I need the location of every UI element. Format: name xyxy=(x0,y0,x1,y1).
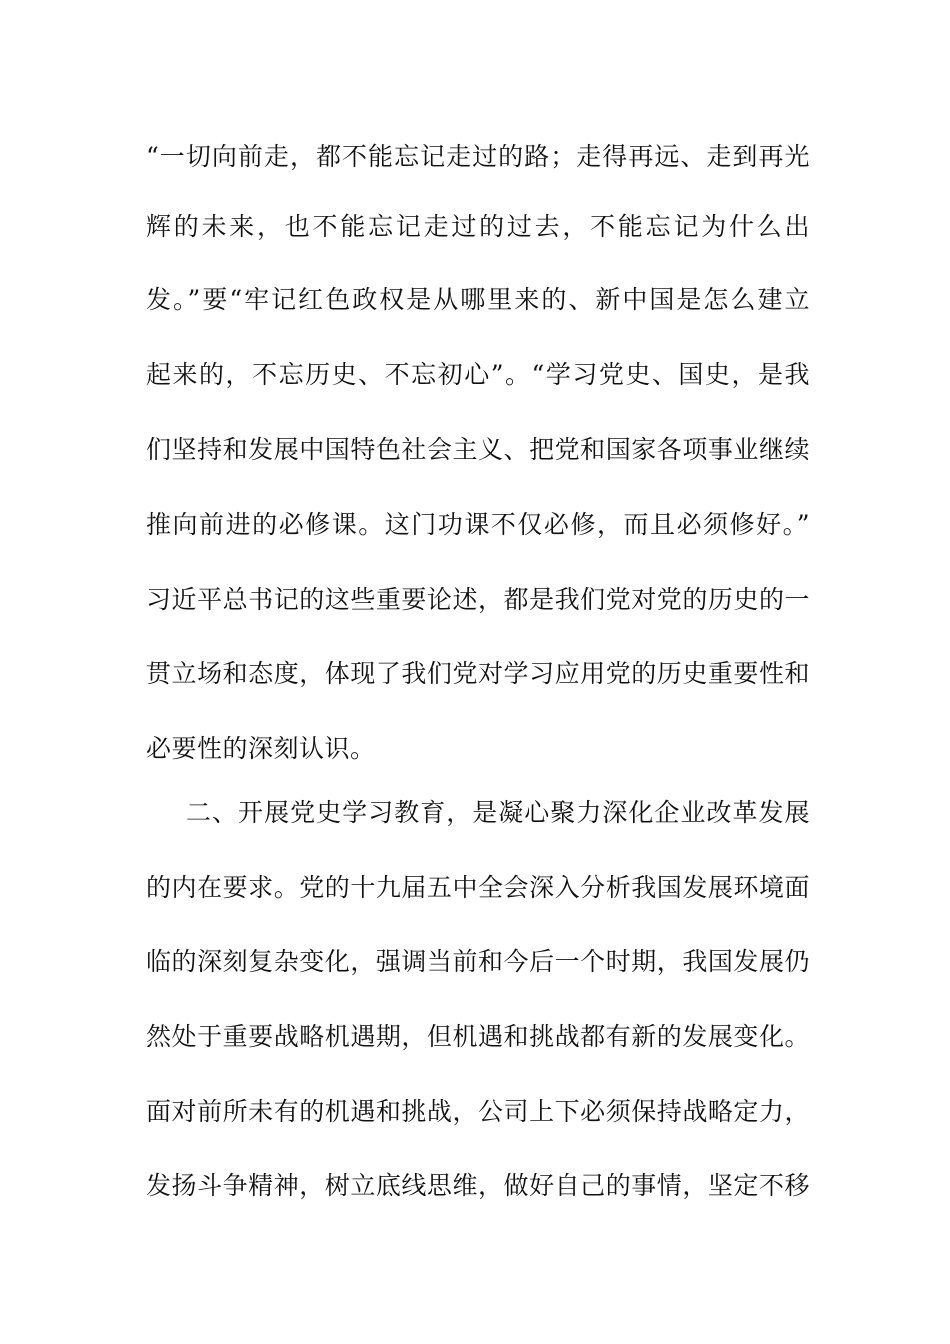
text-line: 的内在要求。党的十九届五中全会深入分析我国发展环境面 xyxy=(146,873,810,902)
text-line: 临的深刻复杂变化，强调当前和今后一个时期，我国发展仍 xyxy=(146,947,810,976)
text-line: 贯立场和态度，体现了我们党对学习应用党的历史重要性和 xyxy=(146,659,810,688)
text-line: 们坚持和发展中国特色社会主义、把党和国家各项事业继续 xyxy=(146,435,810,464)
paragraph-end-line: 必要性的深刻认识。 xyxy=(146,734,376,763)
text-line: 面对前所未有的机遇和挑战，公司上下必须保持战略定力， xyxy=(146,1097,810,1126)
text-line: 起来的，不忘历史、不忘初心”。“学习党史、国史，是我 xyxy=(146,360,810,389)
text-line: 发扬斗争精神，树立底线思维，做好自己的事情，坚定不移 xyxy=(146,1171,810,1200)
text-line: “一切向前走，都不能忘记走过的路；走得再远、走到再光 xyxy=(146,142,810,171)
text-line: 发。”要“牢记红色政权是从哪里来的、新中国是怎么建立 xyxy=(146,285,810,314)
section-heading-line: 二、开展党史学习教育，是凝心聚力深化企业改革发展 xyxy=(186,798,810,827)
text-line: 习近平总书记的这些重要论述，都是我们党对党的历史的一 xyxy=(146,585,810,614)
text-line: 然处于重要战略机遇期，但机遇和挑战都有新的发展变化。 xyxy=(146,1022,810,1051)
text-line: 辉的未来，也不能忘记走过的过去，不能忘记为什么出 xyxy=(146,212,810,241)
text-line: 推向前进的必修课。这门功课不仅必修，而且必须修好。” xyxy=(146,510,810,539)
